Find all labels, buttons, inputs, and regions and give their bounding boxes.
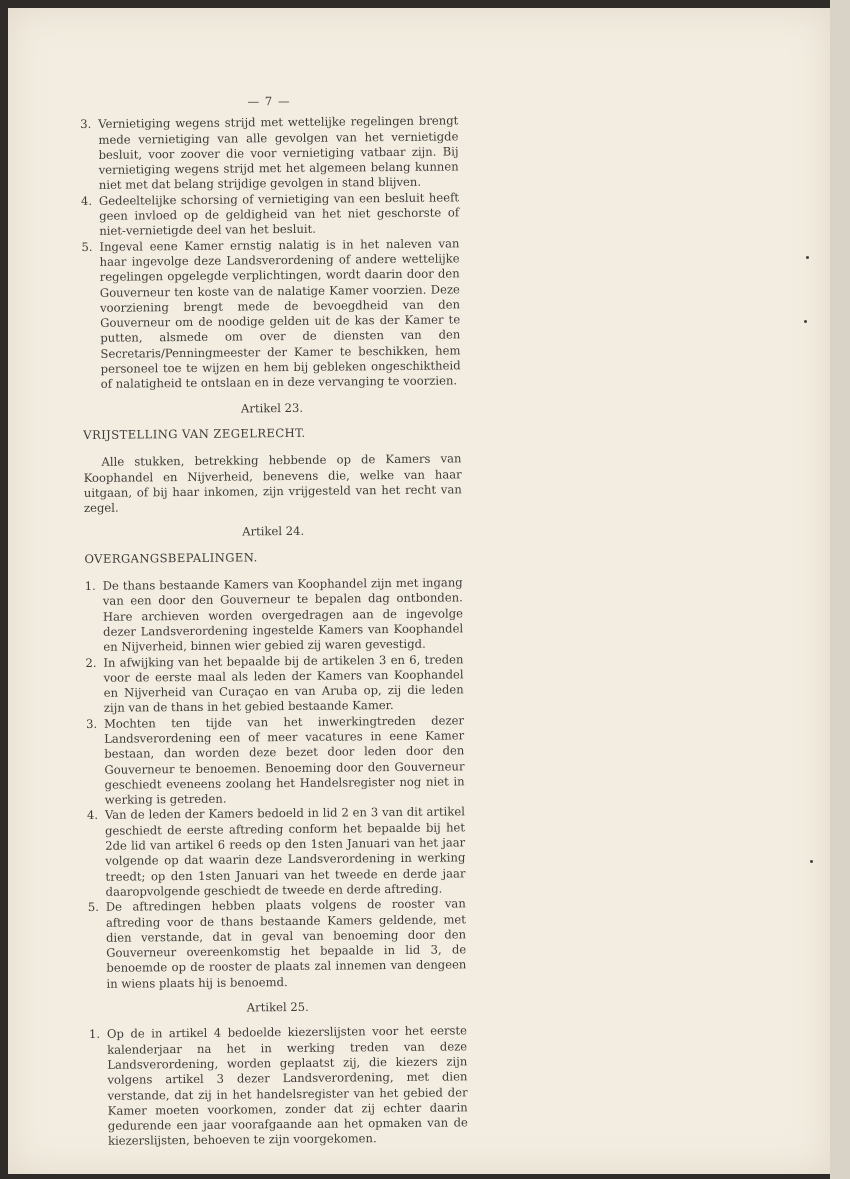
clause-number: 5. xyxy=(81,239,93,254)
clause-text: Vernietiging wegens strijd met wettelijke regelingen brengt mede vernietiging van alle gevolgen van het vernietigde besluit, voor zoover die voor vernietiging vatbaar zijn. Bij vernietiging wegens strijd met het algemeen belang kunnen niet met dat belang strijdige gevolgen in stand blijven. xyxy=(98,113,459,193)
clause-text: De aftredingen hebben plaats volgens de rooster van aftreding voor de thans bestaande Kamers geldende, met dien verstande, dat in geval van benoeming door den Gouverneur overeenkomstig het bepaalde in lid 3, de benoemde op de rooster de plaats zal innemen van dengeen in wiens plaats hij is benoemd. xyxy=(105,896,467,991)
paper-speck xyxy=(806,256,809,259)
clause-number: 4. xyxy=(86,808,99,823)
clause-number: 2. xyxy=(85,655,97,670)
clause-text: Op de in artikel 4 bedoelde kiezerslijsten voor het eerste kalenderjaar na het in werking treden van deze Landsverordening, worden geplaatst zij, die kiezers zijn volgens artikel 3 dezer Landsverordening, met dien verstande, dat zij in het handelsregister van het gebied der Kamer moeten voorkomen, zonder dat zij echter daarin gedurende een jaar voorafgaande aan het opmaken van de kiezerslijsten, behoeven te zijn voorgekomen. xyxy=(106,1023,468,1149)
section-heading: OVERGANGSBEPALINGEN. xyxy=(84,550,258,566)
paper-speck xyxy=(804,320,807,323)
clause-number: 5. xyxy=(87,900,99,915)
document-body xyxy=(80,92,468,1149)
numbered-clause xyxy=(89,1024,468,1150)
clause-text: Gedeeltelijke schorsing of vernietiging van een besluit heeft geen invloed op de geldigheid van het niet geschorste of niet-vernietigde deel van het besluit. xyxy=(98,190,460,239)
clause-text: Mochten ten tijde van het inwerkingtreden dezer Landsverordening een of meer vacatures in eene Kamer bestaan, dan worden deze bezet door leden door den Gouverneur te benoemen. Benoeming door den Gouverneur geschiedt eveneens zoolang het Handelsregister nog niet in werking is getreden. xyxy=(103,713,465,807)
clause-number: 1. xyxy=(84,578,96,593)
article-title: Artikel 23. xyxy=(240,400,304,416)
paragraph: Alle stukken, betrekking hebbende op de Kamers van Koophandel en Nijverheid, benevens die, welke van haar uitgaan, of bij haar inkomen, zijn vrijgesteld van het recht van zegel. xyxy=(83,451,462,516)
scan-edge xyxy=(830,0,850,1179)
numbered-clause xyxy=(88,897,467,992)
numbered-clause xyxy=(80,114,459,194)
clause-number: 3. xyxy=(85,716,98,731)
clause-number: 1. xyxy=(88,1027,101,1042)
article-title: Artikel 24. xyxy=(242,524,305,539)
section-heading: VRIJSTELLING VAN ZEGELRECHT. xyxy=(83,425,306,442)
clause-text: In afwijking van het bepaalde bij de artikelen 3 en 6, treden voor de eerste maal als leden der Kamers van Koophandel en Nijverheid van Curaçao en van Aruba op, zij die leden zijn van de thans in het gebied bestaande Kamer. xyxy=(103,651,464,716)
numbered-clause xyxy=(81,236,460,393)
clause-number: 4. xyxy=(80,193,93,208)
article-title: Artikel 25. xyxy=(246,999,309,1015)
numbered-clause xyxy=(85,652,464,717)
numbered-clause xyxy=(85,575,464,655)
page-number: — 7 — xyxy=(247,93,291,109)
numbered-clause xyxy=(86,713,465,808)
clause-text: Van de leden der Kamers bedoeld in lid 2 en 3 van dit artikel geschiedt de eerste aftreding conform het bepaalde bij het 2de lid van artikel 6 reeds op den 1sten Januari van het jaar volgende op dat waarin deze Landsverordening in werking treedt; op den 1sten Januari van het tweede en derde jaar daaropvolgende geschiedt de tweede en derde aftreding. xyxy=(104,804,466,899)
paper-speck xyxy=(810,860,813,863)
numbered-clause xyxy=(87,805,466,900)
numbered-clause xyxy=(81,190,459,240)
clause-number: 3. xyxy=(80,117,92,132)
clause-text: De thans bestaande Kamers van Koophandel zijn met ingang van een door den Gouverneur te bepalen dag ontbonden. Hare archieven worden overgedragen aan de ingevolge dezer Landsverordening ingestelde Kamers van Koophandel en Nijverheid, binnen wier gebied zij waren gevestigd. xyxy=(102,575,464,655)
clause-text: Ingeval eene Kamer ernstig nalatig is in het naleven van haar ingevolge deze Landsverordening of andere wettelijke regelingen opgelegde verplichtingen, wordt daarin door den Gouverneur ten koste van de nalatige Kamer voorzien. Deze voorziening brengt mede de bevoegdheid van den Gouverneur om de noodige gelden uit de kas der Kamer te putten, alsmede om over de diensten van den Secretaris/Penningmeester der Kamer te beschikken, hem personeel toe te wijzen en hem bij gebleken ongeschiktheid of nalatigheid te ontslaan en in deze vervanging te voorzien. xyxy=(99,236,461,392)
